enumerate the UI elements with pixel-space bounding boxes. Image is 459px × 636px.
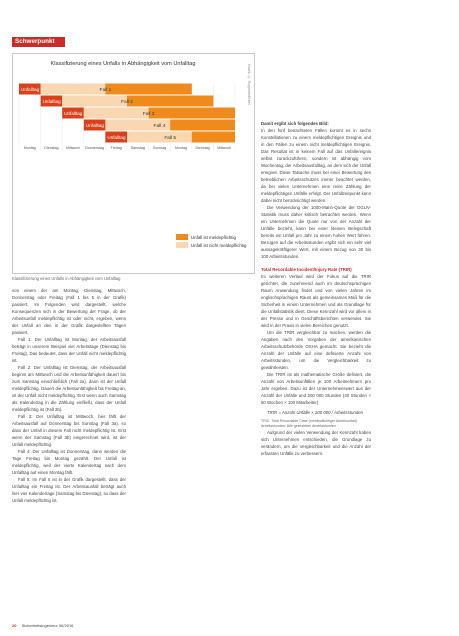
right-heading-1: Damit ergibt sich folgendes Bild:	[261, 121, 329, 126]
bar-reportable	[149, 108, 235, 119]
left-paragraph-1: von einem der am Montag, Dienstag, Mittwoch, Donnerstag oder Freitag (Fall 1 bis 5 in der Grafik) passiert. Im Folgenden wird dargestellt, welche Konsequenzen sich in der Bewertung der Frage, ob der Arbeitsunfall meldepflichtig ist oder nicht, ergeben, wenn der Unfall an den in der Grafik dargestellten Tagen passiert.	[12, 288, 126, 335]
day-tick-label: Mittwoch	[217, 146, 232, 150]
legend-item-reportable	[176, 233, 246, 241]
left-paragraph-4: Fall 3: Der Unfalltag ist Mittwoch, hier fällt der Arbeitsausfall auf Donnerstag bis Sonntag (Fall 3a), so dass der Unfall in diesem Fall nicht meldepflichtig ist. Erst wenn der Samstag (Fall 3b) eingerechnet wird, ist der Unfall meldepflichtig.	[12, 414, 126, 447]
left-paragraph-6: Fall 5: Im Fall 5 ist in der Grafik dargestellt, dass der Unfalltag ein Freitag ist. Der Arbeitsausfall beträgt auch hier vier Kalendertage (Samstag bis Dienstag), so dass der Unfall meldepflichtig ist.	[12, 477, 126, 503]
bar-reportable	[127, 96, 213, 107]
day-tick-label: Dienstag	[195, 146, 210, 150]
chart-source: Grafik: © Rupperts/Erbel	[247, 64, 251, 105]
right-paragraph-5: Die TRIR ist als mathematische Größe definiert, die Anzahl von Arbeitsunfällen je 100 Arbeitnehmern pro Jahr ergeben. Dazu ist der Unternehmenswert aus der Anzahl der Unfälle und 200 000 Stunden (40 Stunden × 50 Wochen × 100 Mitarbeiter).	[261, 372, 371, 405]
bar-not-reportable	[84, 108, 149, 119]
footnote-2: Arbeitsstunden: Alle geleisteten Arbeitsstunden	[261, 424, 336, 429]
day-tick-label: Sonntag	[152, 146, 167, 150]
day-tick-label: Montag	[23, 146, 36, 150]
day-tick-label: Mittwoch	[65, 146, 81, 150]
bar-unfalltag-label: Unfalltag	[42, 98, 61, 104]
bar-not-reportable	[41, 84, 106, 95]
bar-reportable	[170, 120, 235, 131]
day-tick-label: Montag	[175, 146, 187, 150]
legend-swatch-not-reportable	[176, 242, 188, 248]
day-tick-label: Dienstag	[44, 146, 59, 150]
chart-title: Klassifizierung eines Unfalls in Abhängigkeit vom Unfalltag	[50, 61, 196, 67]
bar-case-label: Fall 2	[121, 99, 133, 105]
figure-caption: Klassifizierung eines Unfalls in Abhängigkeit vom Unfalltag	[12, 276, 121, 281]
right-paragraph-3: Im weiteren Verlauf wird der Fokus auf die TRIR gerichtet, die zunehmend auch im deutschsprachigen Raum Anwendung findet und von vielen Jahren im englischsprachigen Raum als gemeinsames Maß für die Sicherheit in einem Unternehmen und als Grundlage für die Unfallstatistik dient. Diese Kennzahl wird vor allem in der Presse und in Geschäftsberichten verwendet. Sie wird in der Praxis in vielen Bereichen genutzt.	[261, 274, 371, 328]
chart-figure	[12, 53, 255, 274]
left-paragraph-2: Fall 1: Der Unfalltag ist Montag, der Arbeitsausfall beträgt in unserem Beispiel vier Arbeitstage (Dienstag bis Freitag). Das bedeutet, dass der Unfall nicht meldepflichtig ist.	[12, 337, 126, 363]
day-tick-label: Samstag	[130, 146, 145, 150]
day-tick-label: Donnerstag	[85, 146, 104, 150]
bar-unfalltag-label: Unfalltag	[21, 86, 40, 92]
legend-label-reportable: Unfall ist meldepflichtig	[191, 234, 236, 240]
bar-not-reportable	[62, 96, 127, 107]
legend-swatch-reportable	[176, 234, 188, 240]
bar-case-label: Fall 5	[164, 135, 177, 141]
trir-formula: TRIR = Anzahl Unfälle × 200 000 / Arbeitsstunden	[267, 410, 364, 415]
bar-case-label: Fall 4	[153, 123, 166, 129]
bar-unfalltag-label: Unfalltag	[64, 110, 83, 116]
bar-case-label: Fall 3	[142, 111, 155, 117]
left-paragraph-3: Fall 2: Der Unfalltag ist Dienstag, der Arbeitsausfall beginnt am Mittwoch und die Arbeitsunfähigkeit dauert bis zum Samstag einschließlich (Fall 2a), dann ist der Unfall meldepflichtig. Dauert die Arbeitsunfähigkeit bis Freitag an, ist der Unfall nicht meldepflichtig. Erst wenn auch Samstag als Kalendertag in die Zählung einfließt, dass der Unfall meldepflichtig ist (Fall 2b).	[12, 365, 126, 412]
right-paragraph-1: In den fünf betrachteten Fällen kommt es in sechs Konstellationen zu einem meldepflichtigen Ereignis und in den Fällen zu einem nicht meldepflichtigen Ereignis. Das Resultat ist in keinem Fall auf das Unfallereignis selbst zurückzuführen, sondern ist abhängig vom Wochentag, der Arbeitsausfalltag, an dem sich der Unfall ereignet. Diese Tatsache muss bei einer Bewertung des betrieblichen Arbeitsschutzes immer beachtet werden, da bei vielen Unternehmen eine reine Zählung der meldepflichtigen Unfälle erfolgt. Der Unfallzeitpunkt kann dabei nicht berücksichtigt werden.	[261, 128, 371, 203]
bar-reportable	[105, 84, 191, 95]
right-paragraph-2: Die Verwendung der 1000-Mann-Quote der DGUV-Statistik muss daher kritisch betrachtet werden. Wenn ein Unternehmen die Quote nur von der Anzahl der Unfälle bezieht, kann bei einer kleinen Belegschaft bereits ein Unfall pro Jahr zu einem hohen Wert führen. Bezogen auf die Arbeitsstunden ergibt sich ein sehr viel aussagekräftigerer Wert, mit einem Bezug von 30 bis 100 Arbeitsstunden.	[261, 205, 371, 259]
left-paragraph-5: Fall 4: Der Unfalltag ist Donnerstag, dann werden die Tage Freitag bis Montag gezählt. Der Unfall ist meldepflichtig, weil der vierte Kalendertag nach dem Unfalltag auf einen Montag fällt.	[12, 449, 126, 475]
publication-name: Sicherheitsingenieur 06/2016	[21, 623, 74, 628]
bar-case-label: Fall 1	[99, 87, 112, 93]
right-paragraph-6: Aufgrund der vielen Verwendung der Kennzahl haben sich Unternehmen entschieden, die Grundlage zu verändern, um die Vergleichbarkeit und die Anzahl der erfassten Unfälle zu verbessern.	[261, 430, 371, 457]
bar-unfalltag-label: Unfalltag	[107, 134, 126, 140]
legend-label-not-reportable: Unfall ist nicht meldepflichtig	[191, 242, 247, 248]
footnote-1: TRIC: Total Recordable Case (meldepflichtiger Arbeitsunfall)	[261, 419, 357, 423]
right-text-column	[261, 120, 371, 457]
chart-legend	[176, 233, 246, 249]
right-paragraph-4: Um die TRIR vergleichbar zu machen, werden die Angaben nach den Vorgaben der amerikanischen Arbeitsschutzbehörde OSHA gemacht. Sie bezieht die Anzahl der Unfälle auf eine definierte Anzahl von Arbeitsstunden, um die Vergleichbarkeit zu gewährleisten.	[261, 330, 371, 370]
bar-reportable	[192, 132, 235, 143]
day-tick-label: Freitag	[110, 146, 122, 150]
right-heading-2: Total Recordable Incident/Injury Rate (TRIR)	[261, 267, 352, 272]
bar-unfalltag-label: Unfalltag	[85, 122, 104, 128]
bar-not-reportable	[127, 132, 192, 143]
page-number: 20	[12, 623, 17, 628]
legend-item-not-reportable	[176, 241, 246, 249]
left-text-column	[12, 287, 126, 504]
section-badge: Schwerpunkt	[12, 37, 65, 47]
page-footer	[12, 623, 73, 628]
